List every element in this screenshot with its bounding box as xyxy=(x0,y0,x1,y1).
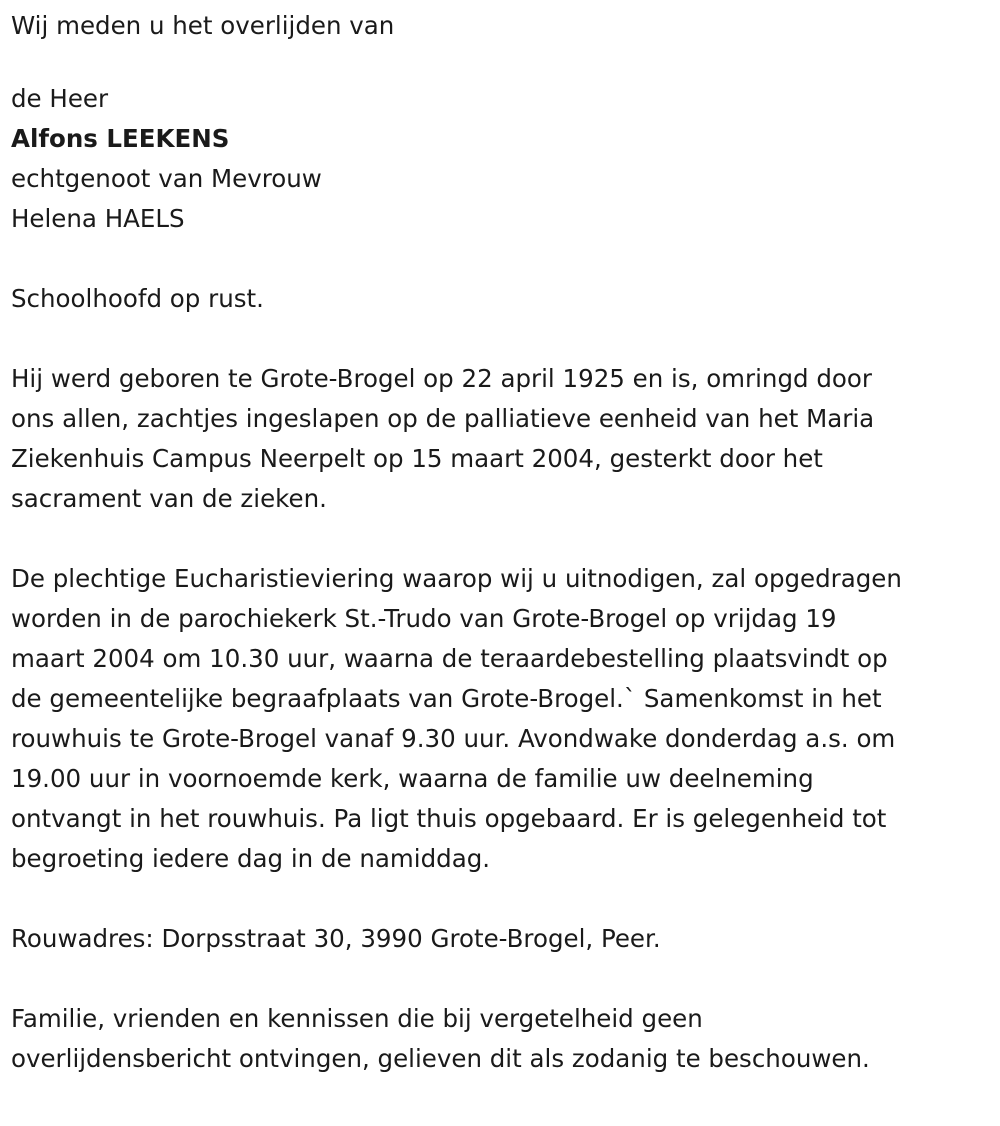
honorific: de Heer xyxy=(11,84,109,113)
mourning-address: Rouwadres: Dorpsstraat 30, 3990 Grote-Brogel, Peer. xyxy=(11,924,661,953)
paragraph-line: Familie, vrienden en kennissen die bij vergetelheid geen xyxy=(11,1004,703,1033)
spouse-label: echtgenoot van Mevrouw xyxy=(11,164,322,193)
paragraph-line: Hij werd geboren te Grote-Brogel op 22 april 1925 en is, omringd door xyxy=(11,364,872,393)
paragraph-line: rouwhuis te Grote-Brogel vanaf 9.30 uur. Avondwake donderdag a.s. om xyxy=(11,724,896,753)
paragraph-line: overlijdensbericht ontvingen, gelieven dit als zodanig te beschouwen. xyxy=(11,1044,870,1073)
paragraph-line: ontvangt in het rouwhuis. Pa ligt thuis opgebaard. Er is gelegenheid tot xyxy=(11,804,887,833)
death-notice xyxy=(11,6,991,1079)
paragraph-line: begroeting iedere dag in de namiddag. xyxy=(11,844,491,873)
paragraph-line: worden in de parochiekerk St.-Trudo van Grote-Brogel op vrijdag 19 xyxy=(11,604,837,633)
birth-paragraph xyxy=(11,359,991,519)
paragraph-line: de gemeentelijke begraafplaats van Grote-Brogel.` Samenkomst in het xyxy=(11,684,882,713)
intro-text: Wij meden u het overlijden van xyxy=(11,11,395,40)
paragraph-line: Ziekenhuis Campus Neerpelt op 15 maart 2004, gesterkt door het xyxy=(11,444,823,473)
deceased-name: Alfons LEEKENS xyxy=(11,124,230,153)
occupation: Schoolhoofd op rust. xyxy=(11,284,264,313)
paragraph-line: maart 2004 om 10.30 uur, waarna de teraardebestelling plaatsvindt op xyxy=(11,644,888,673)
ceremony-paragraph xyxy=(11,559,991,879)
paragraph-line: De plechtige Eucharistieviering waarop wij u uitnodigen, zal opgedragen xyxy=(11,564,902,593)
paragraph-line: sacrament van de zieken. xyxy=(11,484,327,513)
paragraph-line: 19.00 uur in voornoemde kerk, waarna de familie uw deelneming xyxy=(11,764,814,793)
closing-paragraph xyxy=(11,999,991,1079)
spouse-name: Helena HAELS xyxy=(11,204,185,233)
paragraph-line: ons allen, zachtjes ingeslapen op de palliatieve eenheid van het Maria xyxy=(11,404,875,433)
